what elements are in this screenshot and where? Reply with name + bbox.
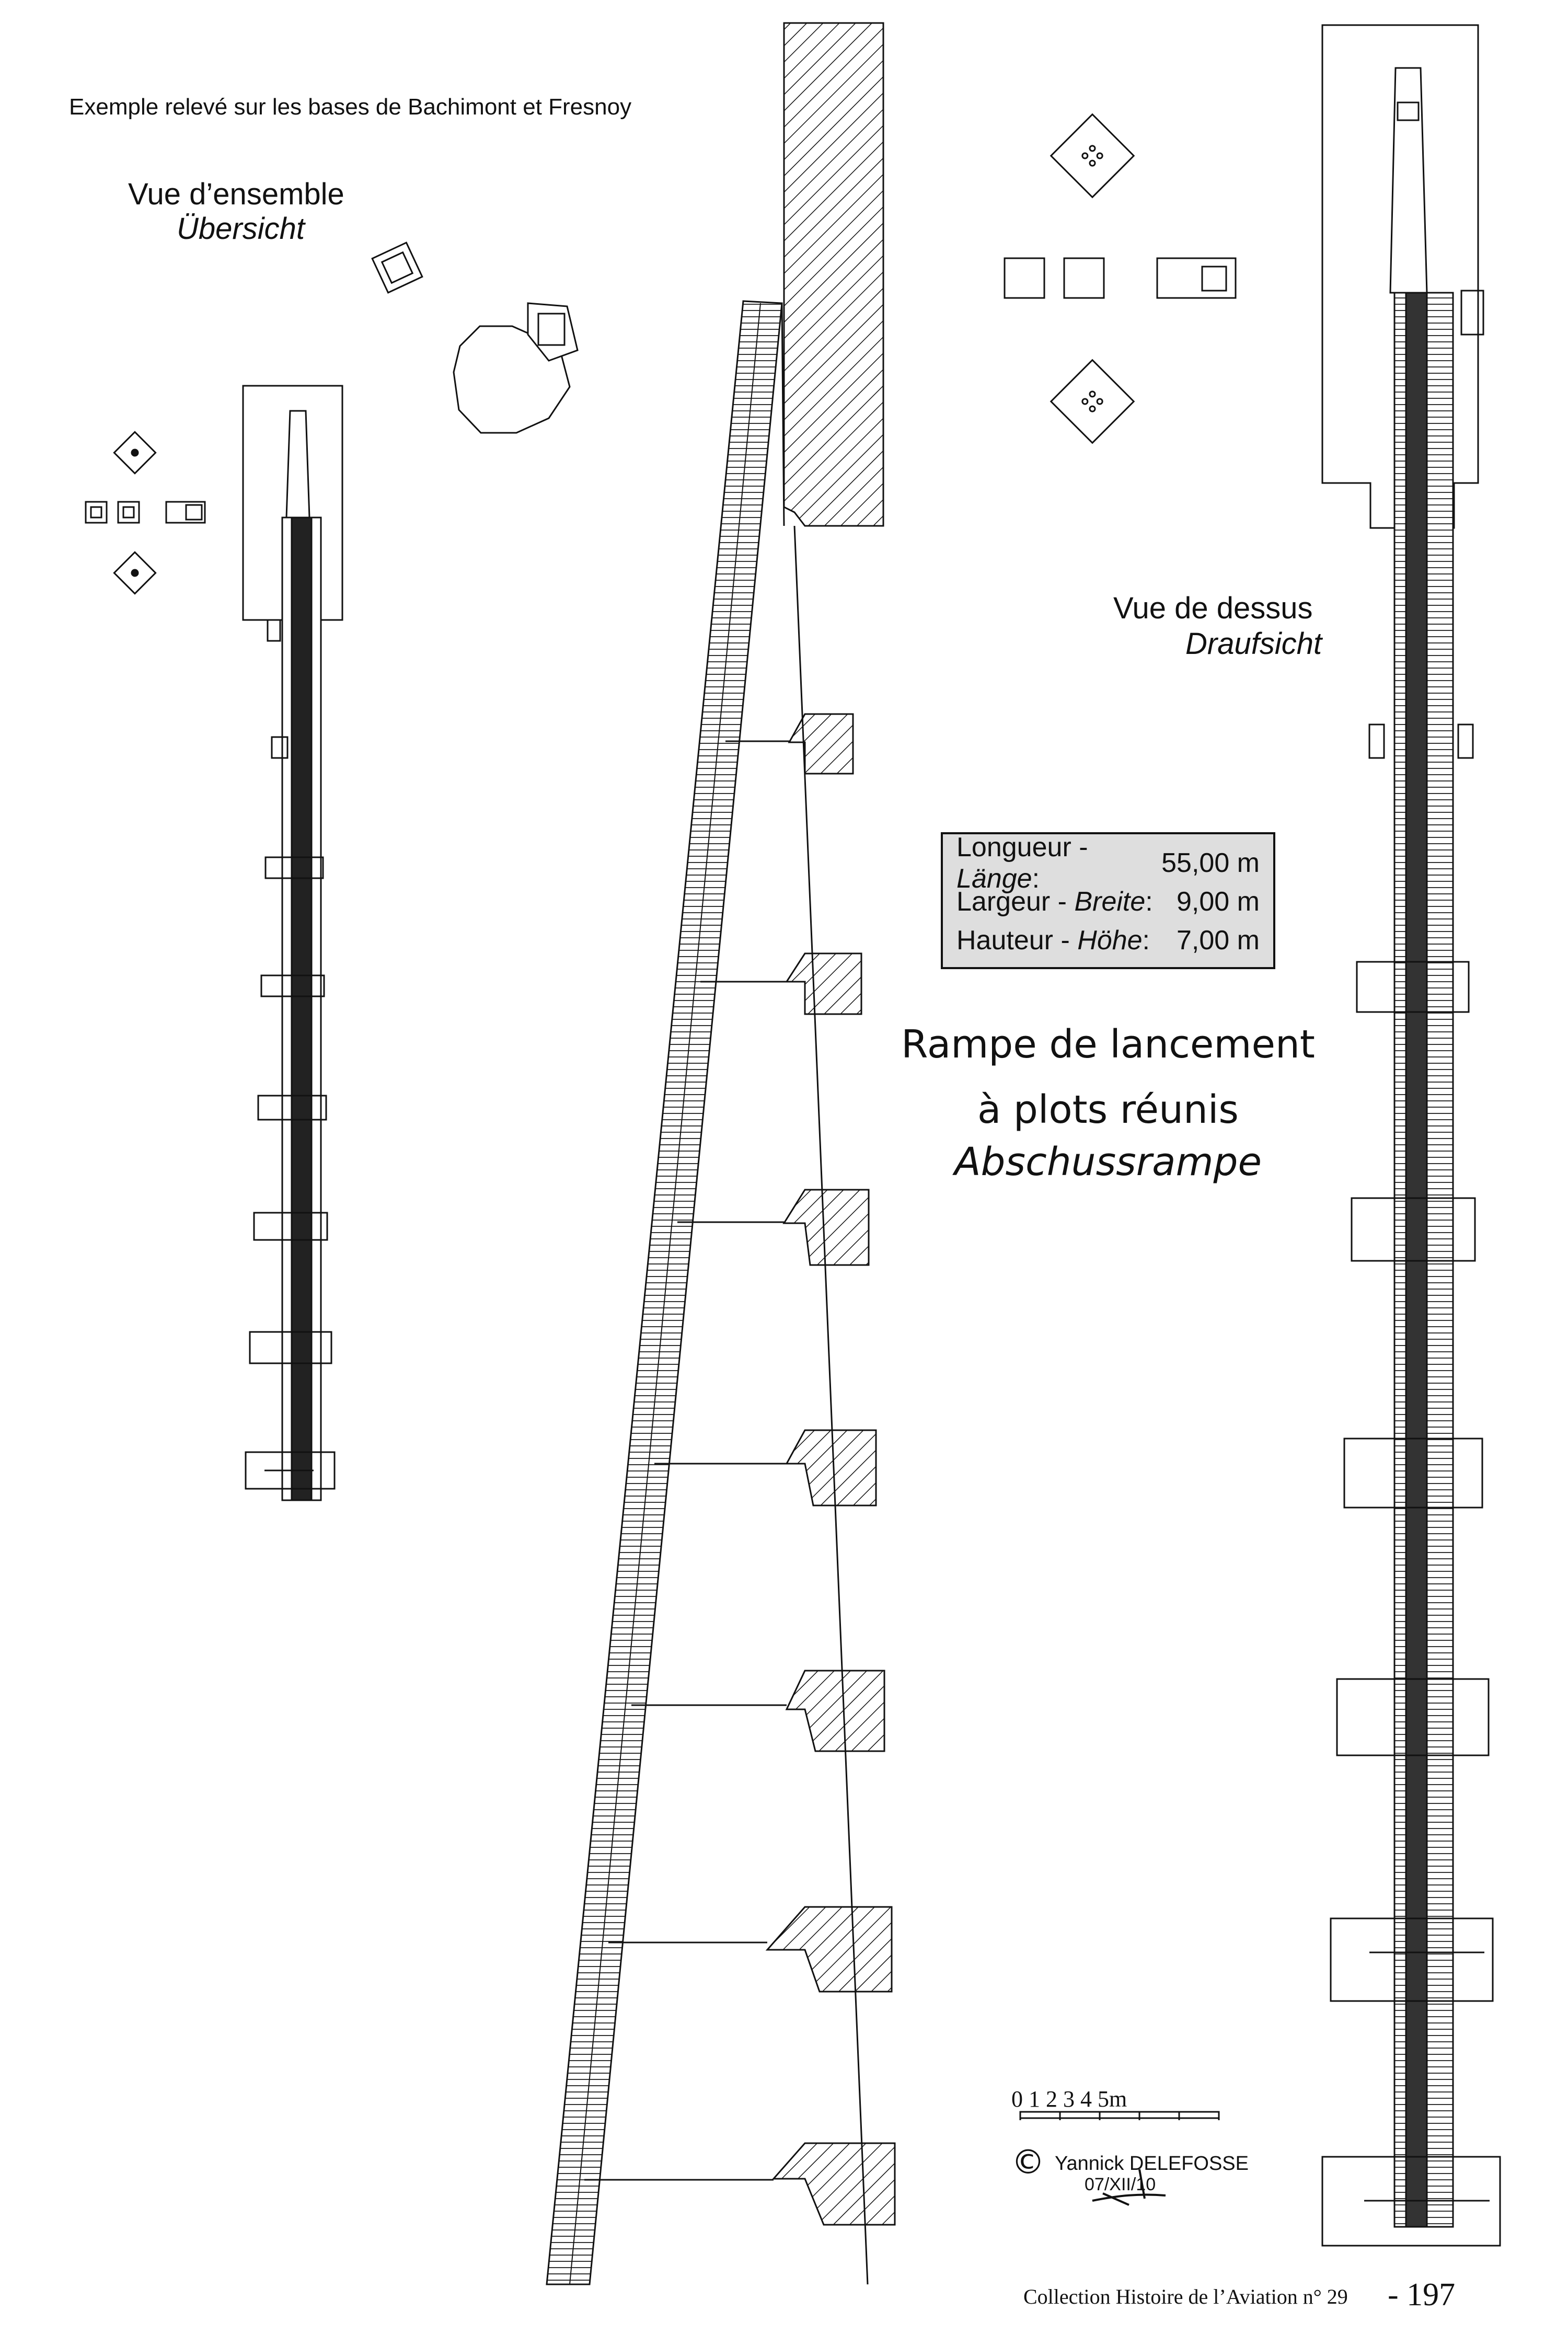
main-title-line3: Abschussrampe xyxy=(954,1140,1262,1185)
author-date: 07/XII/10 xyxy=(1085,2175,1156,2194)
head-block xyxy=(784,23,883,526)
scale-bar xyxy=(1020,2112,1219,2120)
dimension-label-fr: Largeur - xyxy=(956,887,1075,917)
diamond-pad-icon xyxy=(114,432,155,473)
footer-collection: Collection Histoire de l’Aviation n° 29 xyxy=(1023,2285,1348,2308)
top-view-title-de: Draufsicht xyxy=(1185,627,1322,661)
diamond-pad-icon xyxy=(114,552,155,593)
ramp-rail xyxy=(292,518,312,1500)
dimension-label-de: Höhe xyxy=(1077,925,1143,956)
dimension-label-de: Breite xyxy=(1074,887,1146,917)
intro-caption: Exemple relevé sur les bases de Bachimont et Fresnoy xyxy=(69,94,632,120)
top-view-drawing xyxy=(1005,25,1500,2246)
inclined-ramp xyxy=(547,301,782,2284)
overview-title-fr: Vue d’ensemble xyxy=(128,177,344,211)
top-view-title-fr: Vue de dessus xyxy=(1113,591,1313,625)
diamond-pad-icon xyxy=(1051,360,1134,443)
dimension-label-de: Länge xyxy=(956,864,1032,894)
dimension-label-fr: Longueur - xyxy=(956,832,1088,863)
bunker-square-icon xyxy=(372,243,422,293)
pad-square xyxy=(1005,258,1044,298)
main-title-line2: à plots réunis xyxy=(977,1087,1239,1132)
page-number: - 197 xyxy=(1388,2277,1456,2313)
dimension-value: 7,00 m xyxy=(1177,925,1260,956)
pad-square xyxy=(86,502,107,523)
author-name: Yannick DELEFOSSE xyxy=(1055,2153,1249,2175)
copyright-icon: © xyxy=(1011,2143,1045,2182)
signature xyxy=(1092,2169,1166,2205)
dimension-value: 55,00 m xyxy=(1161,848,1260,878)
dimension-label-fr: Hauteur - xyxy=(956,925,1078,956)
overview-drawing xyxy=(86,243,578,1500)
diamond-pad-icon xyxy=(1051,114,1134,197)
main-title-line1: Rampe de lancement xyxy=(901,1022,1315,1067)
scale-bar-labels: 0 1 2 3 4 5m xyxy=(1011,2086,1127,2112)
dimension-row-length: Longueur - Länge: 55,00 m xyxy=(956,832,1260,894)
ramp-section-drawing xyxy=(547,23,895,2284)
dimension-row-height: Hauteur - Höhe: 7,00 m xyxy=(956,925,1260,956)
dimension-row-width: Largeur - Breite: 9,00 m xyxy=(956,887,1260,917)
dimension-value: 9,00 m xyxy=(1177,887,1260,917)
overview-title-de: Übersicht xyxy=(177,212,305,246)
